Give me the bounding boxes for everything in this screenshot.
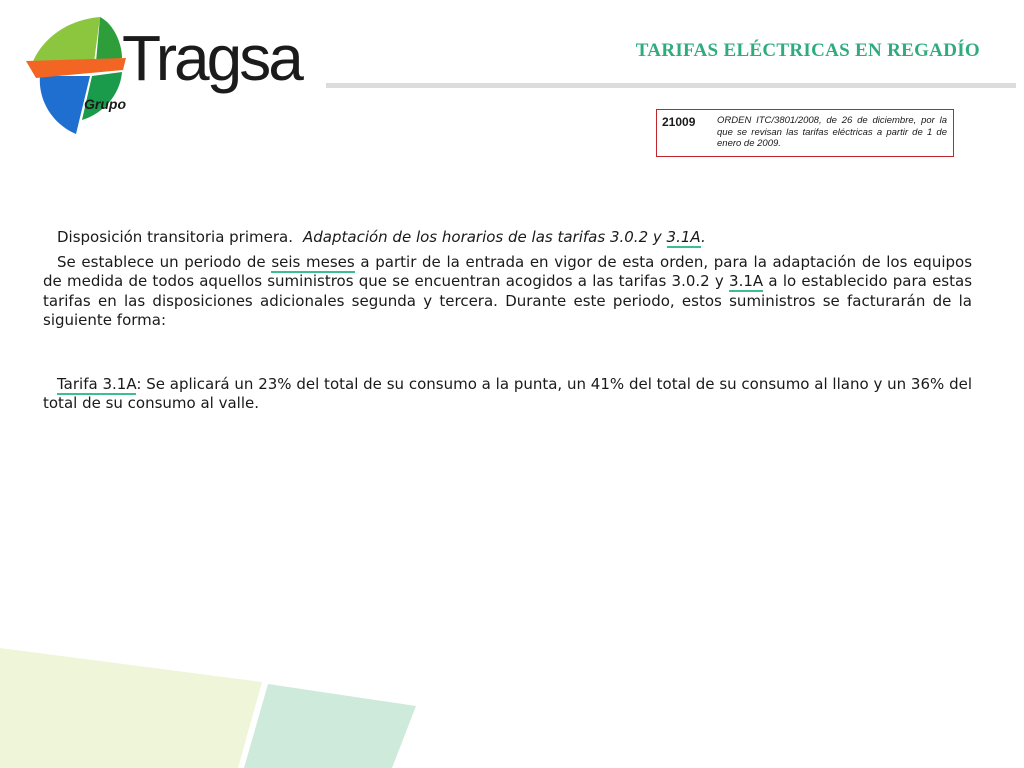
heading-italic: [303, 228, 706, 246]
highlight-tariff-31a: 3.1A: [729, 272, 764, 290]
brand-subtitle: Grupo: [84, 96, 126, 112]
heading-italic-end: .: [700, 228, 706, 246]
highlight-tariff-label: Tarifa 3.1A: [57, 374, 137, 393]
footer-shape-light-green: [0, 648, 262, 768]
paragraph-tariff-31a: [43, 375, 972, 414]
brand-wordmark: Tragsa: [122, 22, 301, 94]
p2-part-b: : Se aplicará un 23% del total de su consumo a la punta, un 41% del total de su consumo al llano y un 36% del total de su consumo al valle.: [43, 374, 972, 412]
p1-part-a: Se establece un periodo de: [57, 252, 272, 271]
tragsa-logo-mark: [22, 14, 132, 136]
footer-shape-mint: [244, 684, 416, 768]
highlight-tariff-31a: 3.1A: [666, 228, 701, 246]
heading-italic-text: Adaptación de los horarios de las tarifas 3.0.2 y: [303, 228, 667, 246]
reference-box: [656, 109, 954, 157]
p1-part-e: a lo establecido para estas tarifas en las disposiciones adicionales segunda y tercera. Durante este periodo, estos suministros se facturarán de la siguiente forma:: [43, 272, 973, 329]
highlight-six-months: seis meses: [271, 252, 355, 271]
logo-leaf-dark-green: [96, 17, 122, 62]
reference-text: ORDEN ITC/3801/2008, de 26 de diciembre, por la que se revisan las tarifas eléctricas a partir de 1 de enero de 2009.: [717, 115, 947, 149]
p1-part-c: a partir de la entrada en vigor de esta orden, para la adaptación de los equipos de medida de todos aquellos suministros que se encuentran acogidos a las tarifas 3.0.2 y: [43, 252, 973, 290]
logo-leaf-blue: [40, 76, 90, 134]
header-divider: [326, 83, 1016, 88]
heading-label: Disposición transitoria primera.: [57, 228, 293, 246]
footer-decoration: [0, 640, 1024, 768]
logo-leaf-green: [32, 17, 100, 64]
reference-number: 21009: [662, 115, 696, 129]
page-title: TARIFAS ELÉCTRICAS EN REGADÍO: [635, 40, 980, 61]
paragraph-gap: [43, 331, 972, 375]
document-body: [43, 228, 972, 414]
paragraph-transition-period: [43, 253, 972, 331]
transitory-disposition-heading: [43, 228, 972, 248]
